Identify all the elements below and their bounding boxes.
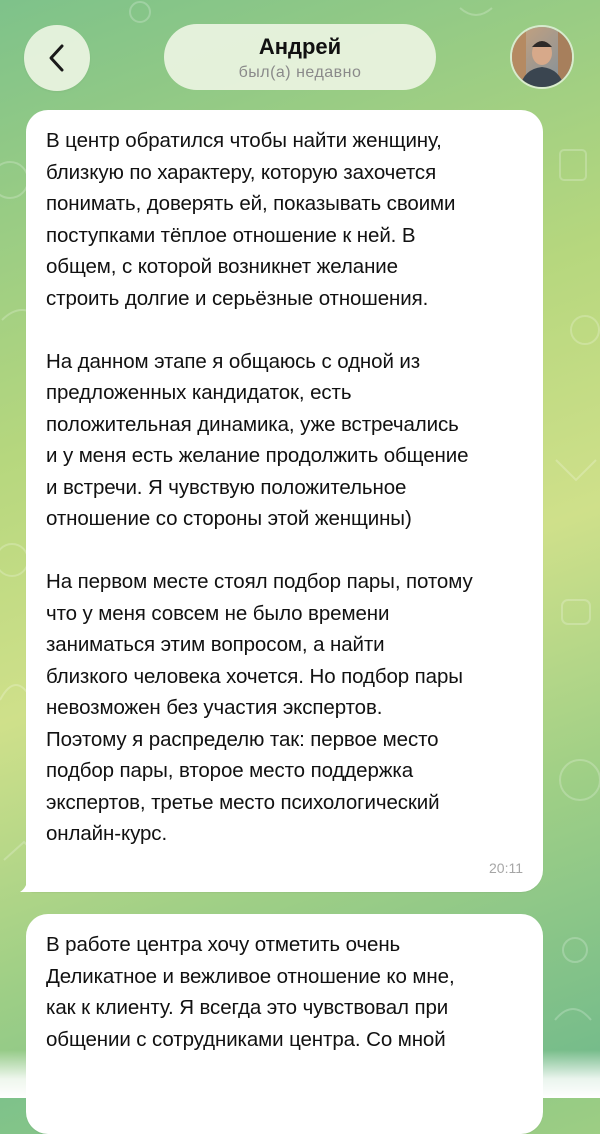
message-bubble[interactable] <box>26 110 543 892</box>
contact-name: Андрей <box>258 34 342 59</box>
contact-status: был(а) недавно <box>238 64 362 81</box>
message-text: В работе центра хочу отметить очень Деликатное и вежливое отношение ко мне, как к клиенту. Я всегда это чувствовал при общении с сотрудниками центра. Со мной <box>46 933 455 1051</box>
message-text: В центр обратился чтобы найти женщину, близкую по характеру, которую захочется понимать, доверять ей, показывать своими поступками тёплое отношение к ней. В общем, с которой возникнет желание строить долгие и серьёзные отношения. На данном этапе я общаюсь с одной из предложенных кандидаток, есть положительная динамика, уже встречались и у меня есть желание продолжить общение и встречи. Я чувствую положительное отношение со стороны этой женщины) На первом месте стоял подбор пары, потому что у меня совсем не было времени заниматься этим вопросом, а найти близкого человека хочется. Но подбор пары невозможен без участия экспертов. Поэтому я распределю так: первое место подбор пары, второе место поддержка экспертов, третье место психологический онлайн-курс. <box>46 129 473 845</box>
chevron-left-icon <box>46 43 68 73</box>
contact-info-pill[interactable] <box>164 24 436 90</box>
message-time: 20:11 <box>489 860 523 876</box>
bubble-tail-icon <box>14 866 36 892</box>
user-photo-avatar-icon <box>512 27 572 87</box>
bottom-fade <box>0 1050 600 1098</box>
avatar[interactable] <box>510 25 574 89</box>
back-button[interactable] <box>24 25 90 91</box>
message-bubble[interactable] <box>26 914 543 1134</box>
chat-header <box>0 0 600 110</box>
